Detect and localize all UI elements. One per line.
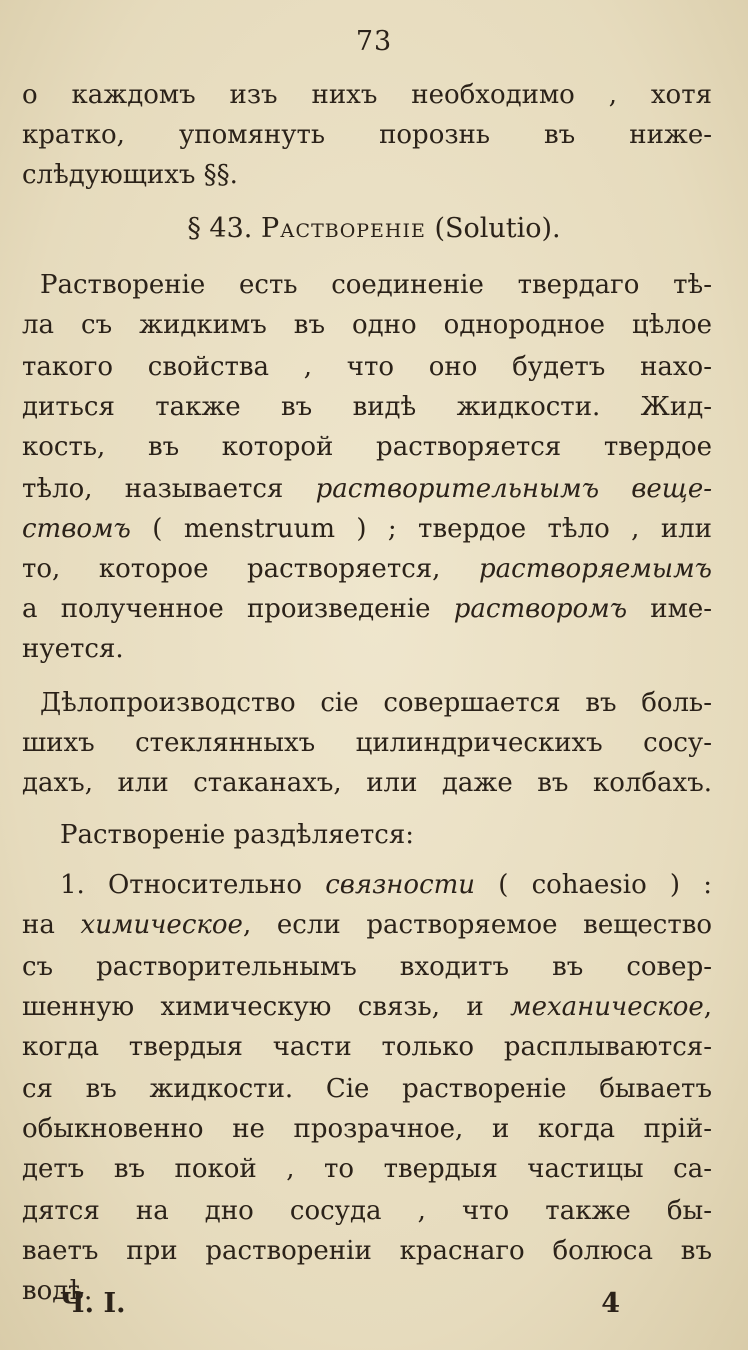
text-span: ( cohaesio ) :: [498, 870, 713, 900]
text-line: шихъ стеклянныхъ цилиндрическихъ сосу-: [22, 728, 712, 758]
signature-mark: 4: [601, 1288, 620, 1319]
part-label: Ч. I.: [60, 1288, 126, 1319]
text-line: обыкновенно не прозрачное, и когда прiй-: [22, 1114, 712, 1144]
text-line: кратко, упомянуть порознь въ ниже-: [22, 120, 712, 150]
text-line: ла съ жидкимъ въ одно однородное цѣлое: [22, 310, 712, 340]
text-line: [22, 552, 712, 586]
text-line: дахъ, или стаканахъ, или даже въ колбахъ.: [22, 768, 712, 798]
text-span: на: [22, 910, 55, 940]
term-menstruum-ru-end: ствомъ: [22, 514, 131, 544]
text-line: Растворенiе раздѣляется:: [60, 820, 414, 850]
section-latin-title: (Solutio).: [434, 213, 561, 244]
text-span: то, которое растворяется,: [22, 554, 441, 584]
text-line: когда твердыя части только расплываются-: [22, 1032, 712, 1062]
term-cohesion: связности: [325, 870, 476, 900]
text-line: [22, 512, 712, 546]
text-line: [22, 990, 712, 1024]
text-line: детъ въ покой , то твердыя частицы са-: [22, 1154, 712, 1184]
text-line: водѣ.: [22, 1276, 93, 1306]
text-span: , если растворяемое вещество: [242, 910, 713, 940]
text-line: Дѣлопроизводство сiе совершается въ боль-: [40, 688, 712, 718]
section-number: § 43.: [187, 213, 253, 244]
term-mechanical: механическое: [510, 992, 704, 1022]
text-line: ваетъ при растворенiи краснаго болюса въ: [22, 1236, 712, 1266]
text-span: а полученное произведенiе: [22, 594, 431, 624]
text-line: диться также въ видѣ жидкости. Жид-: [22, 392, 712, 422]
text-line: [60, 868, 712, 902]
text-line: Растворенiе есть соединенiе твердаго тѣ-: [40, 270, 712, 300]
text-line: [22, 472, 712, 506]
text-line: съ растворительнымъ входитъ въ совер-: [22, 952, 712, 982]
page-number: 73: [355, 26, 393, 57]
text-line: такого свойства , что оно будетъ нахо-: [22, 352, 712, 382]
page-footer: [60, 1288, 620, 1319]
term-menstruum-ru: растворительнымъ веще-: [315, 474, 713, 504]
text-span: 1. Относительно: [60, 870, 302, 900]
term-chemical: химическое: [80, 910, 243, 940]
text-span: тѣло, называется: [22, 474, 284, 504]
text-line: слѣдующихъ §§.: [22, 160, 238, 190]
section-title: Растворенiе: [260, 213, 426, 244]
text-line: дятся на дно сосуда , что также бы-: [22, 1196, 712, 1226]
term-solute: растворяемымъ: [478, 554, 712, 584]
section-heading: [0, 212, 748, 246]
term-solution: растворомъ: [453, 594, 628, 624]
text-span: име-: [650, 594, 712, 624]
text-span: шенную химическую связь, и: [22, 992, 484, 1022]
text-line: [22, 908, 712, 942]
text-line: [22, 592, 712, 626]
text-line: нуется.: [22, 634, 124, 664]
text-line: о каждомъ изъ нихъ необходимо , хотя: [22, 80, 712, 110]
text-span: ( menstruum ) ; твердое тѣло , или: [152, 514, 713, 544]
text-span: ,: [703, 992, 713, 1022]
text-line: кость, въ которой растворяется твердое: [22, 432, 712, 462]
text-line: ся въ жидкости. Сiе растворенiе бываетъ: [22, 1074, 712, 1104]
